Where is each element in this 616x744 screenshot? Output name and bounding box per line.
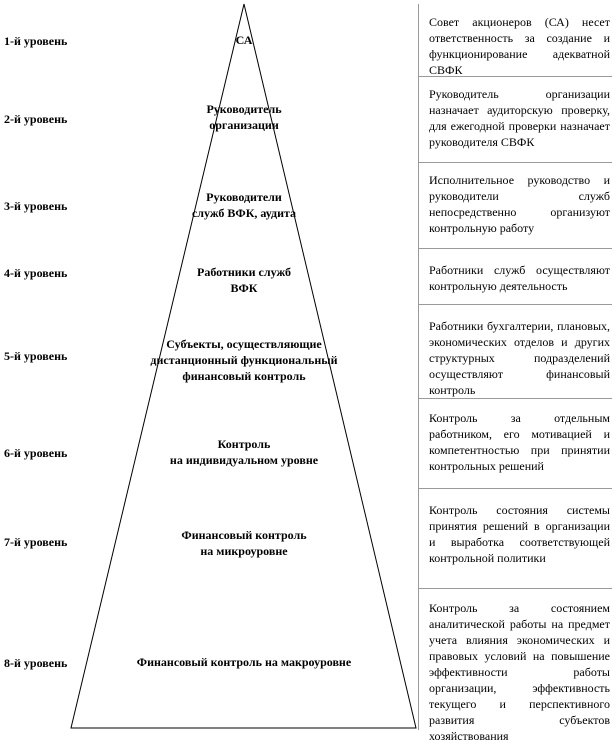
pyramid-text-4: Работники служб ВФК (196, 265, 291, 295)
level-label-2: 2-й уровень (4, 112, 68, 126)
description-divider (418, 398, 612, 399)
description-column-border (418, 4, 419, 730)
level-label-3: 3-й уровень (4, 199, 68, 213)
description-divider (418, 76, 612, 77)
level-description-3: Исполнительное руководство и руководители служб непосредственно организуют контрольную работу (429, 173, 610, 235)
level-description-1: Совет акционеров (СА) несет ответственность за создание и функционирование адекватной СВФК (429, 15, 610, 77)
pyramid-text-2: Руководитель организации (206, 102, 282, 132)
level-label-5: 5-й уровень (4, 349, 68, 363)
pyramid-text-5: Субъекты, осуществляющие дистанционный функциональный финансовый контроль (150, 337, 338, 383)
level-description-6: Контроль за отдельным работником, его мотивацией и компетентностью при принятии контрольных решений (429, 411, 610, 473)
level-label-1: 1-й уровень (4, 34, 68, 48)
pyramid-text-8: Финансовый контроль на макроуровне (136, 655, 352, 669)
pyramid-text-6: Контроль на индивидуальном уровне (169, 437, 319, 467)
level-label-6: 6-й уровень (4, 446, 68, 460)
description-divider (418, 248, 612, 249)
pyramid-text-3: Руководители служб ВФК, аудита (191, 190, 297, 220)
level-description-7: Контроль состояния системы принятия решений в организации и выработка соответствующей контрольной политики (429, 503, 610, 565)
level-label-7: 7-й уровень (4, 535, 68, 549)
description-divider (418, 304, 612, 305)
level-description-5: Работники бухгалтерии, плановых, экономических отделов и других структурных подразделений осуществляют финансовый контроль (429, 319, 610, 397)
level-description-4: Работники служб осуществляют контрольную деятельность (429, 263, 610, 293)
level-label-8: 8-й уровень (4, 656, 68, 670)
description-divider (418, 488, 612, 489)
description-divider (418, 588, 612, 589)
level-label-4: 4-й уровень (4, 266, 68, 280)
level-description-8: Контроль за состоянием аналитической работы на предмет учета влияния экономических и правовых условий на повышение эффективности работы организации, эффективность текущего и перспективного развития субъектов хозяйствования (429, 601, 610, 743)
pyramid-text-1: СА (235, 33, 253, 47)
level-description-2: Руководитель организации назначает аудиторскую проверку, для ежегодной проверки назначает руководителя СВФК (429, 87, 610, 149)
description-divider (418, 162, 612, 163)
pyramid-text-7: Финансовый контроль на микроуровне (181, 528, 307, 558)
